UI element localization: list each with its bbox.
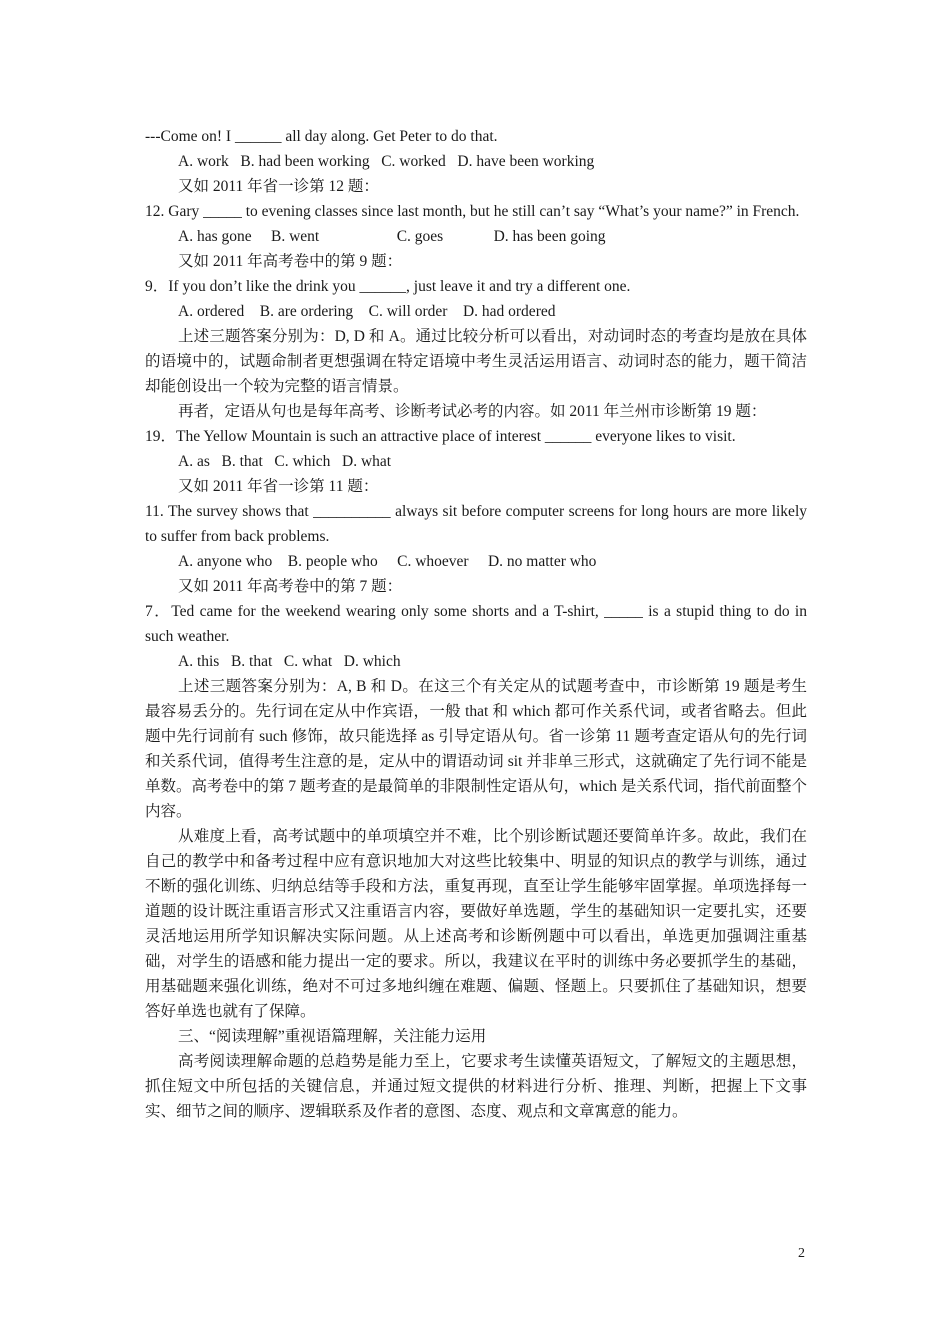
page-content bbox=[145, 124, 807, 1124]
analysis-paragraph: 上述三题答案分别为：A, B 和 D。在这三个有关定从的试题考查中，市诊断第 19 题是考生最容易丢分的。先行词在定从中作宾语，一般 that 和 which 都可作关系代词，或者省略去。但此题中先行词前有 such 修饰，故只能选择 as 引导定语从句。省一诊第 11 题考查定语从句的先行词和关系代词，值得考生注意的是，定从中的谓语动词 sit 并非单三形式，这就确定了先行词不能是单数。高考卷中的第 7 题考查的是最简单的非限制性定语从句，which 是关系代词，指代前面整个内容。 bbox=[145, 678, 807, 820]
question-19: 19．The Yellow Mountain is such an attractive place of interest ______ everyone likes to visit. bbox=[145, 428, 736, 445]
section-intro: 再者，定语从句也是每年高考、诊断考试必考的内容。如 2011 年兰州市诊断第 19 题： bbox=[178, 403, 767, 420]
analysis-paragraph: 上述三题答案分别为：D, D 和 A。通过比较分析可以看出，对动词时态的考查均是放在具体的语境中的，试题命制者更想强调在特定语境中考生灵活运用语言、动词时态的能力，题干简洁却能创设出一个较为完整的语言情景。 bbox=[145, 328, 807, 395]
answer-options: A. ordered B. are ordering C. will order D. had ordered bbox=[178, 303, 556, 320]
answer-options: A. as B. that C. which D. what bbox=[178, 453, 392, 470]
question-11: 11. The survey shows that __________ always sit before computer screens for long hours are more likely to suffer from back problems. bbox=[145, 503, 807, 545]
question-12: 12. Gary _____ to evening classes since last month, but he still can’t say “What’s your name?” in French. bbox=[145, 203, 800, 220]
question-7: 7．Ted came for the weekend wearing only some shorts and a T-shirt, _____ is a stupid thing to do in such weather. bbox=[145, 603, 807, 645]
example-intro: 又如 2011 年省一诊第 11 题： bbox=[178, 478, 379, 495]
answer-options: A. anyone who B. people who C. whoever D. no matter who bbox=[178, 553, 597, 570]
section-heading: 三、“阅读理解”重视语篇理解，关注能力运用 bbox=[178, 1028, 487, 1045]
dialogue-line: ---Come on! I ______ all day along. Get Peter to do that. bbox=[145, 128, 498, 145]
example-intro: 又如 2011 年省一诊第 12 题： bbox=[178, 178, 379, 195]
reading-paragraph: 高考阅读理解命题的总趋势是能力至上，它要求考生读懂英语短文，了解短文的主题思想，抓住短文中所包括的关键信息，并通过短文提供的材料进行分析、推理、判断，把握上下文事实、细节之间的顺序、逻辑联系及作者的意图、态度、观点和文章寓意的能力。 bbox=[145, 1053, 807, 1120]
answer-options: A. has gone B. went C. goes D. has been going bbox=[178, 228, 606, 245]
question-9: 9．If you don’t like the drink you ______, just leave it and try a different one. bbox=[145, 278, 631, 295]
answer-options: A. work B. had been working C. worked D. have been working bbox=[178, 153, 595, 170]
page-number: 2 bbox=[798, 1246, 805, 1261]
example-intro: 又如 2011 年高考卷中的第 7 题： bbox=[178, 578, 403, 595]
answer-options: A. this B. that C. what D. which bbox=[178, 653, 401, 670]
example-intro: 又如 2011 年高考卷中的第 9 题： bbox=[178, 253, 403, 270]
discussion-paragraph: 从难度上看，高考试题中的单项填空并不难，比个别诊断试题还要简单许多。故此，我们在自己的教学中和备考过程中应有意识地加大对这些比较集中、明显的知识点的教学与训练，通过不断的强化训练、归纳总结等手段和方法，重复再现，直至让学生能够牢固掌握。单项选择每一道题的设计既注重语言形式又注重语言内容，要做好单选题，学生的基础知识一定要扎实，还要灵活地运用所学知识解决实际问题。从上述高考和诊断例题中可以看出，单选更加强调注重基础，对学生的语感和能力提出一定的要求。所以，我建议在平时的训练中务必要抓学生的基础，用基础题来强化训练，绝对不可过多地纠缠在难题、偏题、怪题上。只要抓住了基础知识，想要答好单选也就有了保障。 bbox=[145, 828, 807, 1020]
